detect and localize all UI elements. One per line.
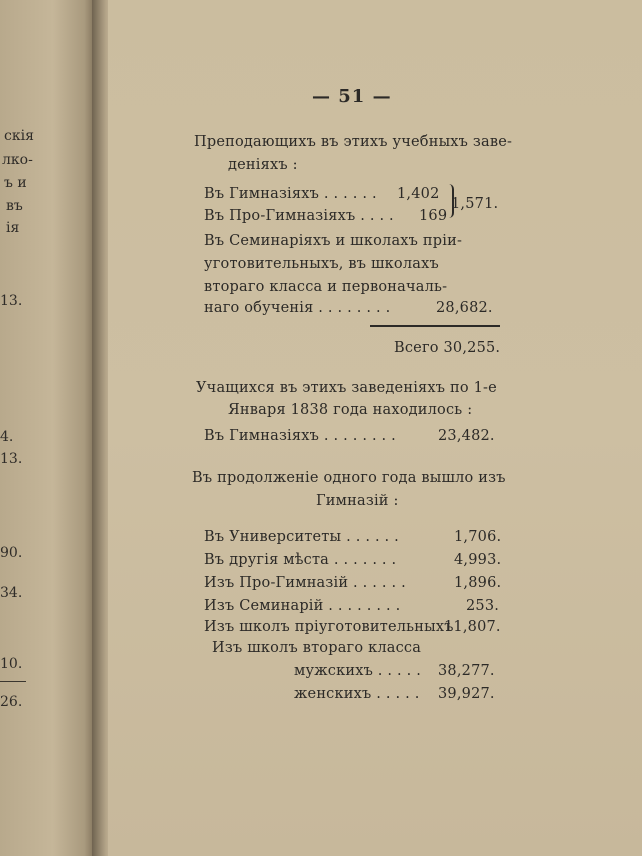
teachers-progymnasia-label: Въ Про-Гимназіяхъ . . . . xyxy=(204,208,394,224)
left-page-rule xyxy=(0,681,26,682)
graduates-row-value: 4,993. xyxy=(454,552,502,568)
graduates-row-value: 11,807. xyxy=(444,619,501,635)
left-margin-fragment: 13. xyxy=(0,451,23,467)
students-gymnasia-label: Въ Гимназіяхъ . . . . . . . . xyxy=(204,428,396,444)
students-heading-line2: Января 1838 года находилось : xyxy=(228,402,473,418)
second-class-label: Изъ школъ втораго класса xyxy=(212,640,422,656)
left-margin-fragment: 4. xyxy=(0,429,14,445)
graduates-heading-line2: Гимназій : xyxy=(316,493,399,509)
graduates-row-value: 1,706. xyxy=(454,529,502,545)
left-margin-fragment: ія xyxy=(6,220,20,236)
female-label: женскихъ . . . . . xyxy=(294,686,420,702)
students-heading-line1: Учащихся въ этихъ заведеніяхъ по 1-е xyxy=(196,380,497,396)
left-margin-fragment: ъ и xyxy=(4,175,27,191)
seminaries-line4: наго обученія . . . . . . . . xyxy=(204,300,391,316)
left-margin-fragment: въ xyxy=(6,198,23,214)
female-value: 39,927. xyxy=(438,686,495,702)
right-page xyxy=(108,0,642,856)
seminaries-line1: Въ Семинаріяхъ и школахъ пріи- xyxy=(204,233,463,249)
male-value: 38,277. xyxy=(438,663,495,679)
left-margin-fragment: 10. xyxy=(0,656,23,672)
graduates-row-value: 253. xyxy=(466,598,500,614)
left-margin-fragment: 26. xyxy=(0,694,23,710)
graduates-row-label: Изъ школъ пріуготовительныхъ xyxy=(204,619,454,635)
teachers-subtotal: 1,571. xyxy=(451,196,499,212)
teachers-progymnasia-value: 169 xyxy=(419,208,448,224)
graduates-row-value: 1,896. xyxy=(454,575,502,591)
graduates-row-label: Въ Университеты . . . . . . xyxy=(204,529,399,545)
graduates-row-label: Изъ Семинарій . . . . . . . . xyxy=(204,598,401,614)
left-margin-fragment: 13. xyxy=(0,293,23,309)
seminaries-line2: уготовительныхъ, въ школахъ xyxy=(204,256,439,272)
teachers-total: Всего 30,255. xyxy=(394,340,501,356)
page-number: — 51 — xyxy=(312,86,392,107)
left-margin-fragment: 34. xyxy=(0,585,23,601)
teachers-heading-line1: Преподающихъ въ этихъ учебныхъ заве- xyxy=(194,134,513,150)
graduates-row-label: Изъ Про-Гимназій . . . . . . xyxy=(204,575,406,591)
left-margin-fragment: 90. xyxy=(0,545,23,561)
teachers-gymnasia-value: 1,402 xyxy=(397,186,440,202)
left-facing-page xyxy=(0,0,96,856)
seminaries-line3: втораго класса и первоначаль- xyxy=(204,279,448,295)
teachers-gymnasia-label: Въ Гимназіяхъ . . . . . . xyxy=(204,186,377,202)
seminaries-value: 28,682. xyxy=(436,300,493,316)
left-margin-fragment: лко- xyxy=(2,152,33,168)
graduates-heading-line1: Въ продолженіе одного года вышло изъ xyxy=(192,470,506,486)
total-rule xyxy=(370,325,500,327)
male-label: мужскихъ . . . . . xyxy=(294,663,422,679)
graduates-row-label: Въ другія мѣста . . . . . . . xyxy=(204,552,397,568)
left-margin-fragment: скія xyxy=(4,128,34,144)
students-gymnasia-value: 23,482. xyxy=(438,428,495,444)
teachers-heading-line2: деніяхъ : xyxy=(228,157,298,173)
